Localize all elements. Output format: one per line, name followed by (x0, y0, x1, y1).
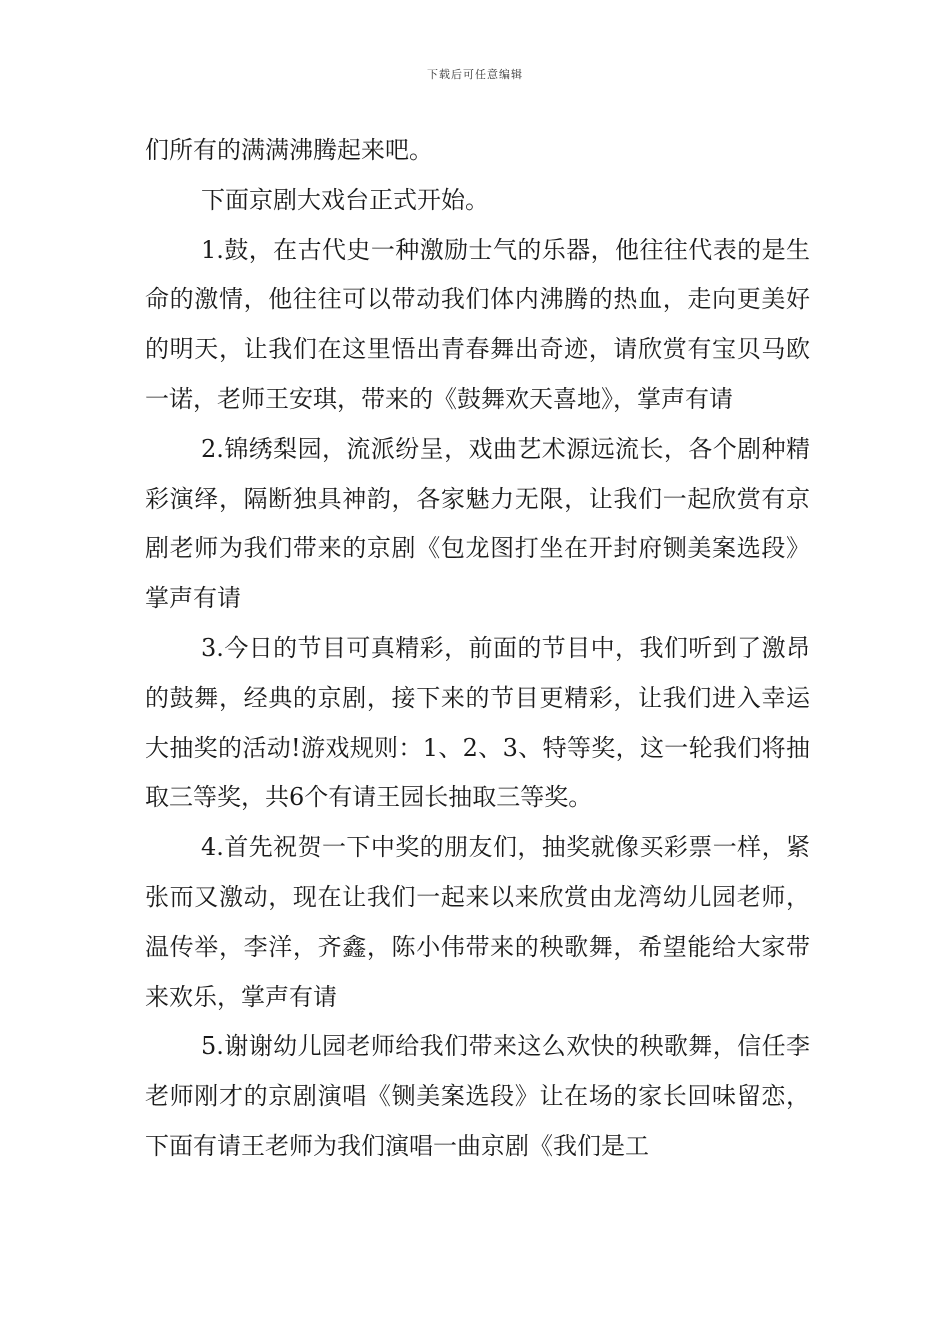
paragraph-item-3: 3.今日的节目可真精彩，前面的节目中，我们听到了激昂的鼓舞，经典的京剧，接下来的节目更精彩，让我们进入幸运大抽奖的活动!游戏规则：1、2、3、特等奖，这一轮我们将抽取三等奖，共6个有请王园长抽取三等奖。 (145, 633, 810, 812)
paragraph-continuation: 们所有的满满沸腾起来吧。 (145, 136, 433, 164)
paragraph-item-5: 5.谢谢幼儿园老师给我们带来这么欢快的秧歌舞，信任李老师刚才的京剧演唱《铡美案选段》让在场的家长回味留恋，下面有请王老师为我们演唱一曲京剧《我们是工 (145, 1032, 810, 1160)
paragraph-item-4: 4.首先祝贺一下中奖的朋友们，抽奖就像买彩票一样，紧张而又激动，现在让我们一起来以来欣赏由龙湾幼儿园老师，温传举，李洋，齐鑫，陈小伟带来的秧歌舞，希望能给大家带来欢乐，掌声有请 (145, 833, 810, 1011)
paragraph-item-1: 1.鼓，在古代史一种激励士气的乐器，他往往代表的是生命的激情，他往往可以带动我们体内沸腾的热血，走向更美好的明天，让我们在这里悟出青春舞出奇迹，请欣赏有宝贝马欧一诺，老师王安琪，带来的《鼓舞欢天喜地》，掌声有请 (145, 235, 810, 413)
document-body (145, 126, 810, 1172)
paragraph-item-2: 2.锦绣梨园，流派纷呈，戏曲艺术源远流长，各个剧种精彩演绎，隔断独具神韵，各家魅力无限，让我们一起欣赏有京剧老师为我们带来的京剧《包龙图打坐在开封府铡美案选段》掌声有请 (145, 434, 810, 613)
paragraph-opening: 下面京剧大戏台正式开始。 (201, 185, 489, 214)
page-header: 下载后可任意编辑 (427, 68, 523, 81)
